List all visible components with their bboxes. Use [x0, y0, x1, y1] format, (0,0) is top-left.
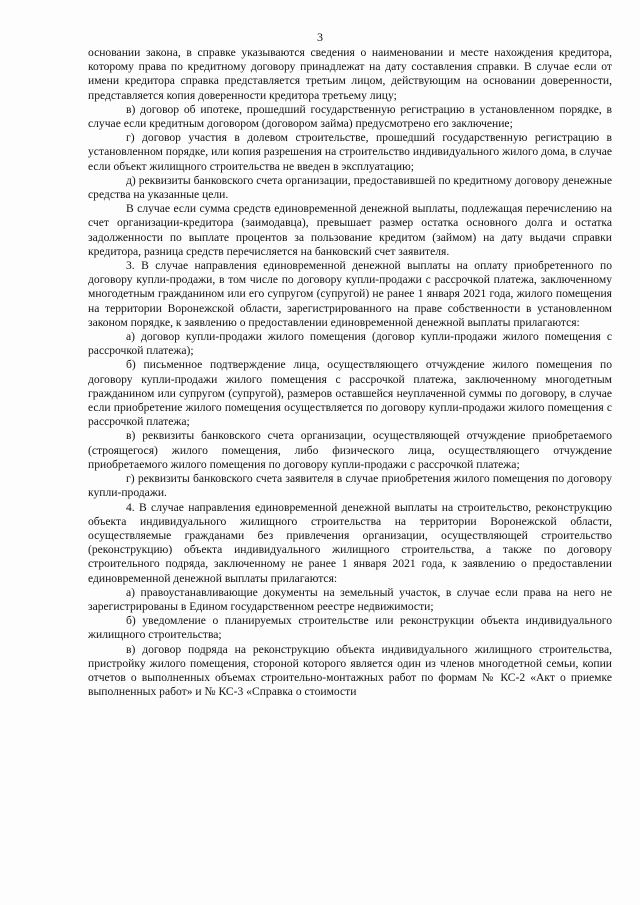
paragraph: в) реквизиты банковского счета организации, осуществляющей отчуждение приобретаемого (строящегося) жилого помещения, либо физического лица, осуществляющего отчуждение приобретаемого жилого помещения по договору купли-продажи с рассрочкой платежа;: [88, 429, 612, 471]
document-body: [88, 46, 612, 699]
paragraph: основании закона, в справке указываются сведения о наименовании и месте нахождения кредитора, которому права по кредитному договору принадлежат на дату составления справки. В случае если от имени кредитора справка представляется третьим лицом, действующим на основании доверенности, представляется копия доверенности кредитора третьему лицу;: [88, 46, 612, 102]
paragraph: б) уведомление о планируемых строительстве или реконструкции объекта индивидуального жилищного строительства;: [88, 614, 612, 642]
paragraph: 3. В случае направления единовременной денежной выплаты на оплату приобретенного по договору купли-продажи, в том числе по договору купли-продажи с рассрочкой платежа, заключенному многодетным гражданином или его супругом (супругой) не ранее 1 января 2021 года, жилого помещения на территории Воронежской области, зарегистрированного на праве собственности в установленном законом порядке, к заявлению о предоставлении единовременной денежной выплаты прилагаются:: [88, 259, 612, 329]
paragraph: 4. В случае направления единовременной денежной выплаты на строительство, реконструкцию объекта индивидуального жилищного строительства на территории Воронежской области, осуществляемые гражданами без привлечения организации, осуществляющей строительство (реконструкцию) объекта индивидуального жилищного строительства, а также по договору строительного подряда, заключенному не ранее 1 января 2021 года, к заявлению о предоставлении единовременной денежной выплаты прилагаются:: [88, 500, 612, 585]
page-number: 3: [317, 30, 323, 44]
paragraph: а) договор купли-продажи жилого помещения (договор купли-продажи жилого помещения с рассрочкой платежа);: [88, 330, 612, 358]
paragraph: в) договор подряда на реконструкцию объекта индивидуального жилищного строительства, пристройку жилого помещения, стороной которого является один из членов многодетной семьи, копии отчетов о выполненных объемах строительно-монтажных работ по формам № КС-2 «Акт о приемке выполненных работ» и № КС-3 «Справка о стоимости: [88, 642, 612, 699]
paragraph: г) договор участия в долевом строительстве, прошедший государственную регистрацию в установленном порядке, или копия разрешения на строительство индивидуального жилого дома, в случае если объект жилищного строительства не введен в эксплуатацию;: [88, 131, 612, 173]
paragraph: а) правоустанавливающие документы на земельный участок, в случае если права на него не зарегистрированы в Едином государственном реестре недвижимости;: [88, 585, 612, 613]
paragraph: г) реквизиты банковского счета заявителя в случае приобретения жилого помещения по договору купли-продажи.: [88, 472, 612, 500]
paragraph: д) реквизиты банковского счета организации, предоставившей по кредитному договору денежные средства на указанные цели.: [88, 173, 612, 202]
paragraph: В случае если сумма средств единовременной денежной выплаты, подлежащая перечислению на счет организации-кредитора (заимодавца), превышает размер остатка основного долга и остатка задолженности по выплате процентов за пользование кредитом (займом) на дату выдачи справки кредитора, разница средств перечисляется на банковский счет заявителя.: [88, 202, 612, 258]
paragraph: в) договор об ипотеке, прошедший государственную регистрацию в установленном порядке, в случае если кредитным договором (договором займа) предусмотрено его заключение;: [88, 102, 612, 131]
paragraph: б) письменное подтверждение лица, осуществляющего отчуждение жилого помещения по договору купли-продажи жилого помещения с рассрочкой платежа, заключенному многодетным гражданином или супругом (супругой), размеров оставшейся неуплаченной суммы по договору, в случае если приобретение жилого помещения осуществляется по договору купли-продажи жилого помещения с рассрочкой платежа;: [88, 358, 612, 429]
